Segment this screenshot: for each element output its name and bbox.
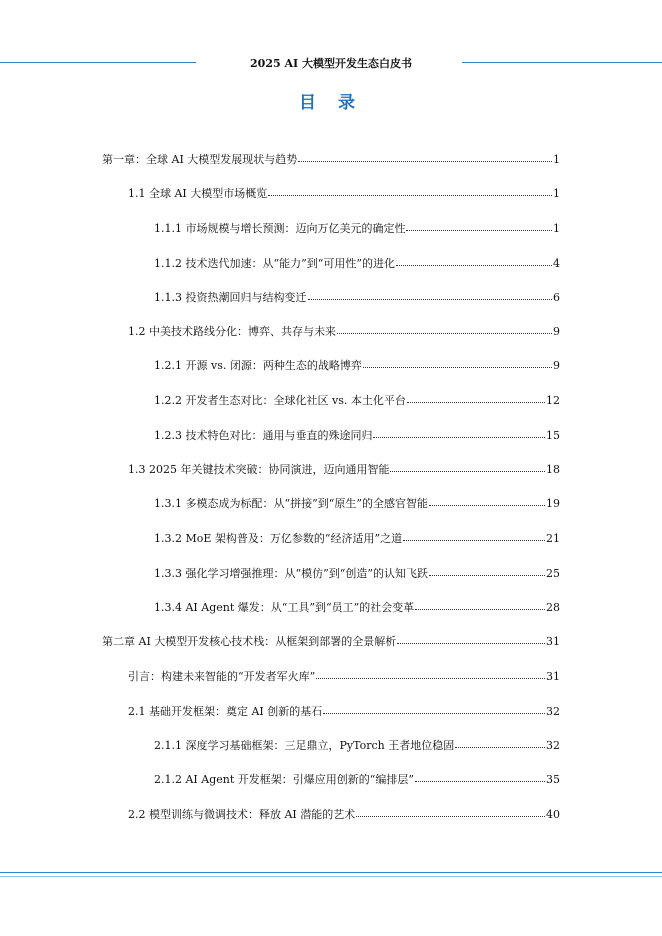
toc-entry-page: 21 xyxy=(546,532,560,545)
toc-leader-dots xyxy=(268,185,552,196)
toc-entry-label: 2.2 模型训练与微调技术：释放 AI 潜能的艺术 xyxy=(128,808,356,821)
toc-leader-dots xyxy=(403,530,545,541)
toc-entry[interactable] xyxy=(154,738,560,753)
toc-entry-page: 6 xyxy=(553,291,560,304)
toc-entry-page: 35 xyxy=(546,773,560,786)
toc-entry-label: 1.1.1 市场规模与增长预测：迈向万亿美元的确定性 xyxy=(154,222,406,235)
toc-entry[interactable] xyxy=(154,256,560,271)
toc-entry-label: 1.1.3 投资热潮回归与结构变迁 xyxy=(154,291,307,304)
toc-leader-dots xyxy=(396,255,552,266)
toc-entry-page: 4 xyxy=(553,257,560,270)
header-rule-right xyxy=(462,62,662,63)
toc-entry-page: 18 xyxy=(546,463,560,476)
toc-leader-dots xyxy=(415,771,545,782)
toc-leader-dots xyxy=(356,806,545,817)
toc-entry-label: 2.1.1 深度学习基础框架：三足鼎立，PyTorch 王者地位稳固 xyxy=(154,739,455,752)
toc-entry-label: 1.3 2025 年关键技术突破：协同演进，迈向通用智能 xyxy=(128,463,390,476)
toc-entry-label: 1.3.3 强化学习增强推理：从“模仿”到“创造”的认知飞跃 xyxy=(154,567,428,580)
toc-entry-page: 25 xyxy=(546,567,560,580)
toc-entry-label: 1.1 全球 AI 大模型市场概览 xyxy=(128,187,268,200)
toc-entry[interactable] xyxy=(154,428,560,443)
toc-leader-dots xyxy=(407,392,545,403)
toc-entry[interactable] xyxy=(128,807,560,822)
toc-entry-label: 1.3.2 MoE 架构普及：万亿参数的“经济适用”之道 xyxy=(154,532,403,545)
footer-rule-light xyxy=(0,876,662,877)
toc-entry[interactable] xyxy=(128,186,560,201)
footer-rule xyxy=(0,872,662,873)
toc-entry-page: 31 xyxy=(546,670,560,683)
toc-entry-page: 1 xyxy=(553,187,560,200)
toc-entry[interactable] xyxy=(154,496,560,511)
toc-entry-label: 1.2.2 开发者生态对比：全球化社区 vs. 本土化平台 xyxy=(154,394,406,407)
toc-entry[interactable] xyxy=(102,152,560,167)
toc-leader-dots xyxy=(308,289,553,300)
toc-leader-dots xyxy=(429,565,545,576)
toc-entry[interactable] xyxy=(154,772,560,787)
toc-entry-page: 40 xyxy=(546,808,560,821)
toc-entry[interactable] xyxy=(154,393,560,408)
toc-entry-label: 1.1.2 技术迭代加速：从“能力”到“可用性”的进化 xyxy=(154,257,395,270)
toc-leader-dots xyxy=(406,220,552,231)
toc-entry[interactable] xyxy=(102,634,560,649)
toc-entry-label: 1.2.3 技术特色对比：通用与垂直的殊途同归 xyxy=(154,429,373,442)
toc-entry[interactable] xyxy=(154,531,560,546)
toc-entry[interactable] xyxy=(154,600,560,615)
toc-leader-dots xyxy=(397,633,545,644)
toc-leader-dots xyxy=(455,737,545,748)
toc-leader-dots xyxy=(316,668,545,679)
toc-entry[interactable] xyxy=(128,704,560,719)
toc-entry[interactable] xyxy=(154,358,560,373)
toc-entry-label: 1.2 中美技术路线分化：博弈、共存与未来 xyxy=(128,325,336,338)
toc-leader-dots xyxy=(373,427,545,438)
toc-entry-page: 9 xyxy=(553,359,560,372)
toc-entry[interactable] xyxy=(128,324,560,339)
toc-leader-dots xyxy=(298,151,552,162)
toc-entry-label: 1.3.4 AI Agent 爆发：从“工具”到“员工”的社会变革 xyxy=(154,601,415,614)
toc-entry-page: 1 xyxy=(553,222,560,235)
page-title: 目 录 xyxy=(299,93,363,113)
toc-entry-page: 32 xyxy=(546,705,560,718)
toc-entry-page: 15 xyxy=(546,429,560,442)
toc-leader-dots xyxy=(390,461,545,472)
toc-entry-page: 28 xyxy=(546,601,560,614)
toc-entry-label: 2.1 基础开发框架：奠定 AI 创新的基石 xyxy=(128,705,323,718)
toc-entry-page: 32 xyxy=(546,739,560,752)
toc-leader-dots xyxy=(429,495,545,506)
toc-entry-page: 19 xyxy=(546,497,560,510)
toc-entry-page: 12 xyxy=(546,394,560,407)
toc-entry-label: 1.2.1 开源 vs. 闭源：两种生态的战略博弈 xyxy=(154,359,362,372)
toc-entry-label: 1.3.1 多模态成为标配：从“拼接”到“原生”的全感官智能 xyxy=(154,497,428,510)
toc-entry-page: 1 xyxy=(553,153,560,166)
toc-leader-dots xyxy=(323,703,545,714)
toc-entry[interactable] xyxy=(154,290,560,305)
toc-entry-page: 9 xyxy=(553,325,560,338)
toc-entry-page: 31 xyxy=(546,635,560,648)
toc-entry[interactable] xyxy=(154,566,560,581)
toc-entry-label: 引言：构建未来智能的“开发者军火库” xyxy=(128,670,316,683)
header-title: 2025 AI 大模型开发生态白皮书 xyxy=(250,57,412,70)
toc-leader-dots xyxy=(415,599,545,610)
toc-entry[interactable] xyxy=(128,462,560,477)
toc-entry-label: 第一章：全球 AI 大模型发展现状与趋势 xyxy=(102,153,298,166)
toc-entry[interactable] xyxy=(154,221,560,236)
toc-entry-label: 第二章 AI 大模型开发核心技术栈：从框架到部署的全景解析 xyxy=(102,635,397,648)
toc-leader-dots xyxy=(363,357,552,368)
toc-entry-label: 2.1.2 AI Agent 开发框架：引爆应用创新的“编排层” xyxy=(154,773,415,786)
toc-entry[interactable] xyxy=(128,669,560,684)
toc-leader-dots xyxy=(337,323,552,334)
